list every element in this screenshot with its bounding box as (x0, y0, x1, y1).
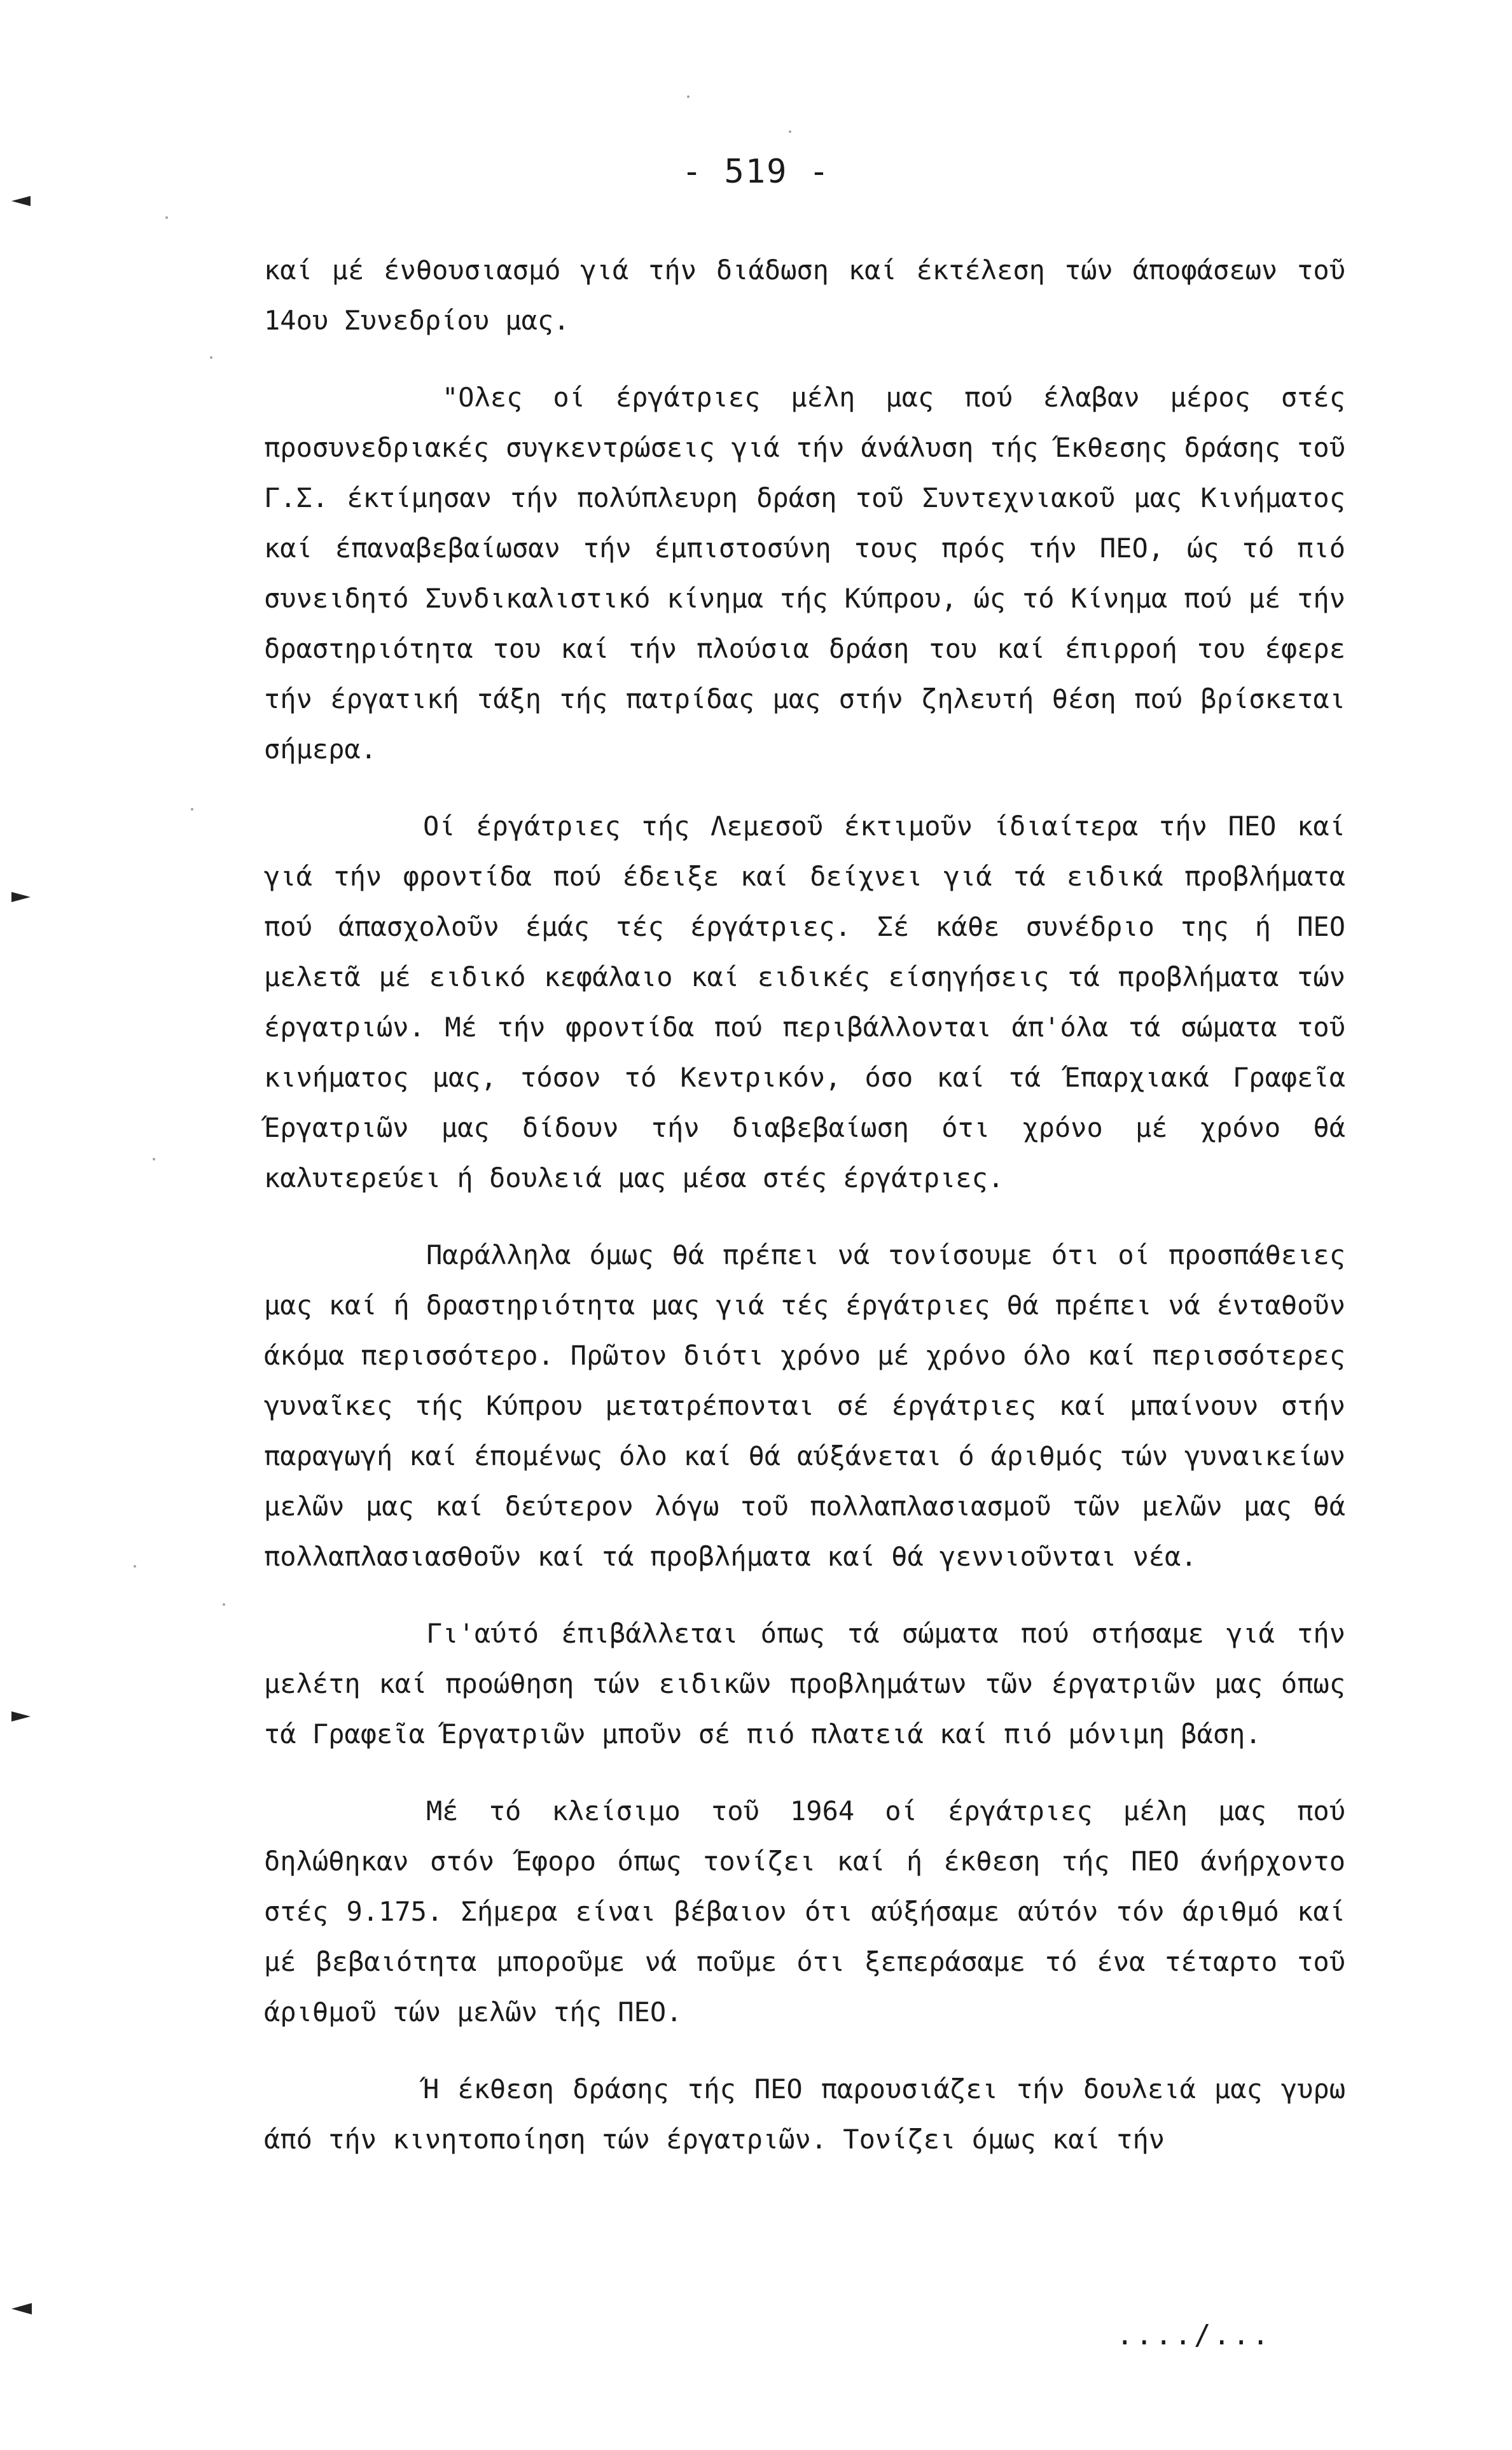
margin-arrow-icon (11, 892, 31, 902)
margin-arrow-icon (11, 196, 31, 206)
continuation-mark: ..../... (1116, 2319, 1272, 2351)
page-number: - 519 - (681, 153, 831, 191)
paragraph: καί μέ ένθουσιασμό γιά τήν διάδωση καί έκτέλεση τών άποφάσεων τοῦ 14ου Συνεδρίου μας. (264, 254, 1345, 336)
scan-speckle (134, 1565, 136, 1568)
paragraph: "Ολες οί έργάτριες μέλη μας πού έλαβαν μέρος στές προσυνεδριακές συγκεντρώσεις γιά τήν άνάλυση τής Έκθεσης δράσης τοῦ Γ.Σ. έκτίμησαν τήν πολύπλευρη δράση τοῦ Συντεχνιακοῦ μας Κινήματος καί έπαναβεβαίωσαν τήν έμπιστοσύνη τους πρός τήν ΠΕΟ, ώς τό πιό συνειδητό Συνδικαλιστικό κίνημα τής Κύπρου, ώς τό Κίνημα πού μέ τήν δραστηριότητα του καί τήν πλούσια δράση του καί έπιρροή του έφερε τήν έργατική τάξη τής πατρίδας μας στήν ζηλευτή θέση πού βρίσκεται σήμερα. (264, 382, 1345, 765)
paragraph: Παράλληλα όμως θά πρέπει νά τονίσουμε ότι οί προσπάθειες μας καί ή δραστηριότητα μας γιά τές έργάτριες θά πρέπει νά ένταθοῦν άκόμα περισσότερο. Πρῶτον διότι χρόνο μέ χρόνο όλο καί περισσότερες γυναῖκες τής Κύπρου μετατρέπονται σέ έργάτριες καί μπαίνουν στήν παραγωγή καί έπομένως όλο καί θά αύξάνεται ό άριθμός τών γυναικείων μελῶν μας καί δεύτερον λόγω τοῦ πολλαπλασιασμοῦ τῶν μελῶν μας θά πολλαπλασιασθοῦν καί τά προβλήματα καί θά γεννιοῦνται νέα. (264, 1239, 1345, 1572)
paragraph: Οί έργάτριες τής Λεμεσοῦ έκτιμοῦν ίδιαίτερα τήν ΠΕΟ καί γιά τήν φροντίδα πού έδειξε καί δείχνει γιά τά ειδικά προβλήματα πού άπασχολοῦν έμάς τές έργάτριες. Σέ κάθε συνέδριο της ή ΠΕΟ μελετᾶ μέ ειδικό κεφάλαιο καί ειδικές είσηγήσεις τά προβλήματα τών έργατριών. Μέ τήν φροντίδα πού περιβάλλονται άπ'όλα τά σώματα τοῦ κινήματος μας, τόσον τό Κεντρικόν, όσο καί τά Έπαρχιακά Γραφεῖα Έργατριῶν μας δίδουν τήν διαβεβαίωση ότι χρόνο μέ χρόνο θά καλυτερεύει ή δουλειά μας μέσα στές έργάτριες. (264, 811, 1345, 1194)
scan-speckle (687, 95, 690, 98)
document-body (264, 245, 1345, 2164)
scan-speckle (223, 1603, 225, 1606)
paragraph: Μέ τό κλείσιμο τοῦ 1964 οί έργάτριες μέλη μας πού δηλώθηκαν στόν Έφορο όπως τονίζει καί ή έκθεση τής ΠΕΟ άνήρχοντο στές 9.175. Σήμερα είναι βέβαιον ότι αύξήσαμε αύτόν τόν άριθμό καί μέ βεβαιότητα μποροῦμε νά ποῦμε ότι ξεπεράσαμε τό ένα τέταρτο τοῦ άριθμοῦ τών μελῶν τής ΠΕΟ. (264, 1795, 1345, 2028)
paragraph: Ή έκθεση δράσης τής ΠΕΟ παρουσιάζει τήν δουλειά μας γυρω άπό τήν κινητοποίηση τών έργατριῶν. Τονίζει όμως καί τήν (264, 2073, 1345, 2155)
paragraph: Γι'αύτό έπιβάλλεται όπως τά σώματα πού στήσαμε γιά τήν μελέτη καί προώθηση τών ειδικῶν προβλημάτων τῶν έργατριῶν μας όπως τά Γραφεῖα Έργατριῶν μποῦν σέ πιό πλατειά καί πιό μόνιμη βάση. (264, 1618, 1345, 1750)
margin-arrow-icon (11, 2303, 32, 2314)
margin-arrow-icon (11, 1711, 31, 1722)
scan-speckle (210, 356, 212, 359)
scan-speckle (191, 808, 193, 811)
scan-speckle (789, 130, 791, 133)
scan-speckle (165, 216, 168, 219)
scan-speckle (153, 1158, 155, 1160)
